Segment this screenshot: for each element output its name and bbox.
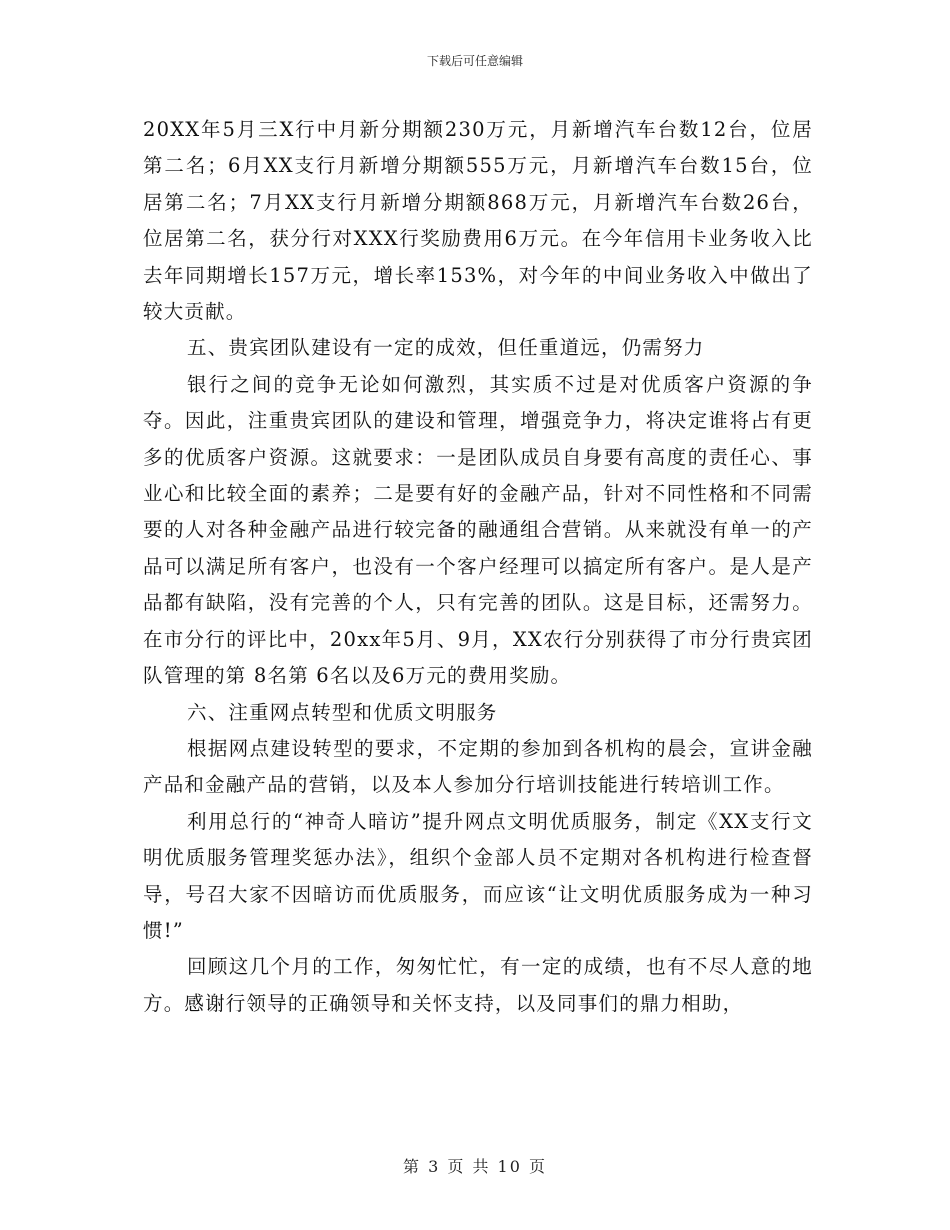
- paragraph-credit-card-results: 20XX年5月三X行中月新分期额230万元，月新增汽车台数12台，位居第二名；6月XX支行月新增分期额555万元，月新增汽车台数15台，位居第二名；7月XX支行月新增分期额868万元，月新增汽车台数26台，位居第二名，获分行对XXX行奖励费用6万元。在今年信用卡业务收入比去年同期增长157万元，增长率153%，对今年的中间业务收入中做出了较大贡献。: [143, 118, 813, 324]
- document-body: [143, 112, 813, 1022]
- page-header: 下载后可任意编辑: [426, 54, 523, 68]
- paragraph-mystery-visit: 利用总行的“神奇人暗访”提升网点文明优质服务，制定《XX支行文明优质服务管理奖惩办法》，组织个金部人员不定期对各机构进行检查督导，号召大家不因暗访而优质服务，而应该“让文明优质服务成为一种习惯!”: [143, 809, 813, 942]
- section-heading-branch-service: 六、注重网点转型和优质文明服务: [187, 700, 498, 724]
- page-number-footer: 第 3 页 共 10 页: [403, 1157, 547, 1176]
- paragraph-review: 回顾这几个月的工作，匆匆忙忙，有一定的成绩，也有不尽人意的地方。感谢行领导的正确领导和关怀支持，以及同事们的鼎力相助，: [143, 955, 813, 1015]
- paragraph-branch-transformation: 根据网点建设转型的要求，不定期的参加到各机构的晨会，宣讲金融产品和金融产品的营销，以及本人参加分行培训技能进行转培训工作。: [143, 736, 813, 797]
- paragraph-vip-team: 银行之间的竞争无论如何激烈，其实质不过是对优质客户资源的争夺。因此，注重贵宾团队的建设和管理，增强竞争力，将决定谁将占有更多的优质客户资源。这就要求：一是团队成员自身要有高度的责任心、事业心和比较全面的素养；二是要有好的金融产品，针对不同性格和不同需要的人对各种金融产品进行较完备的融通组合营销。从来就没有单一的产品可以满足所有客户，也没有一个客户经理可以搞定所有客户。是人是产品都有缺陷，没有完善的个人，只有完善的团队。这是目标，还需努力。在市分行的评比中，20xx年5月、9月，XX农行分别获得了市分行贵宾团队管理的第 8名第 6名以及6万元的费用奖励。: [143, 372, 813, 688]
- section-heading-vip-team: 五、贵宾团队建设有一定的成效，但任重道远，仍需努力: [187, 336, 705, 360]
